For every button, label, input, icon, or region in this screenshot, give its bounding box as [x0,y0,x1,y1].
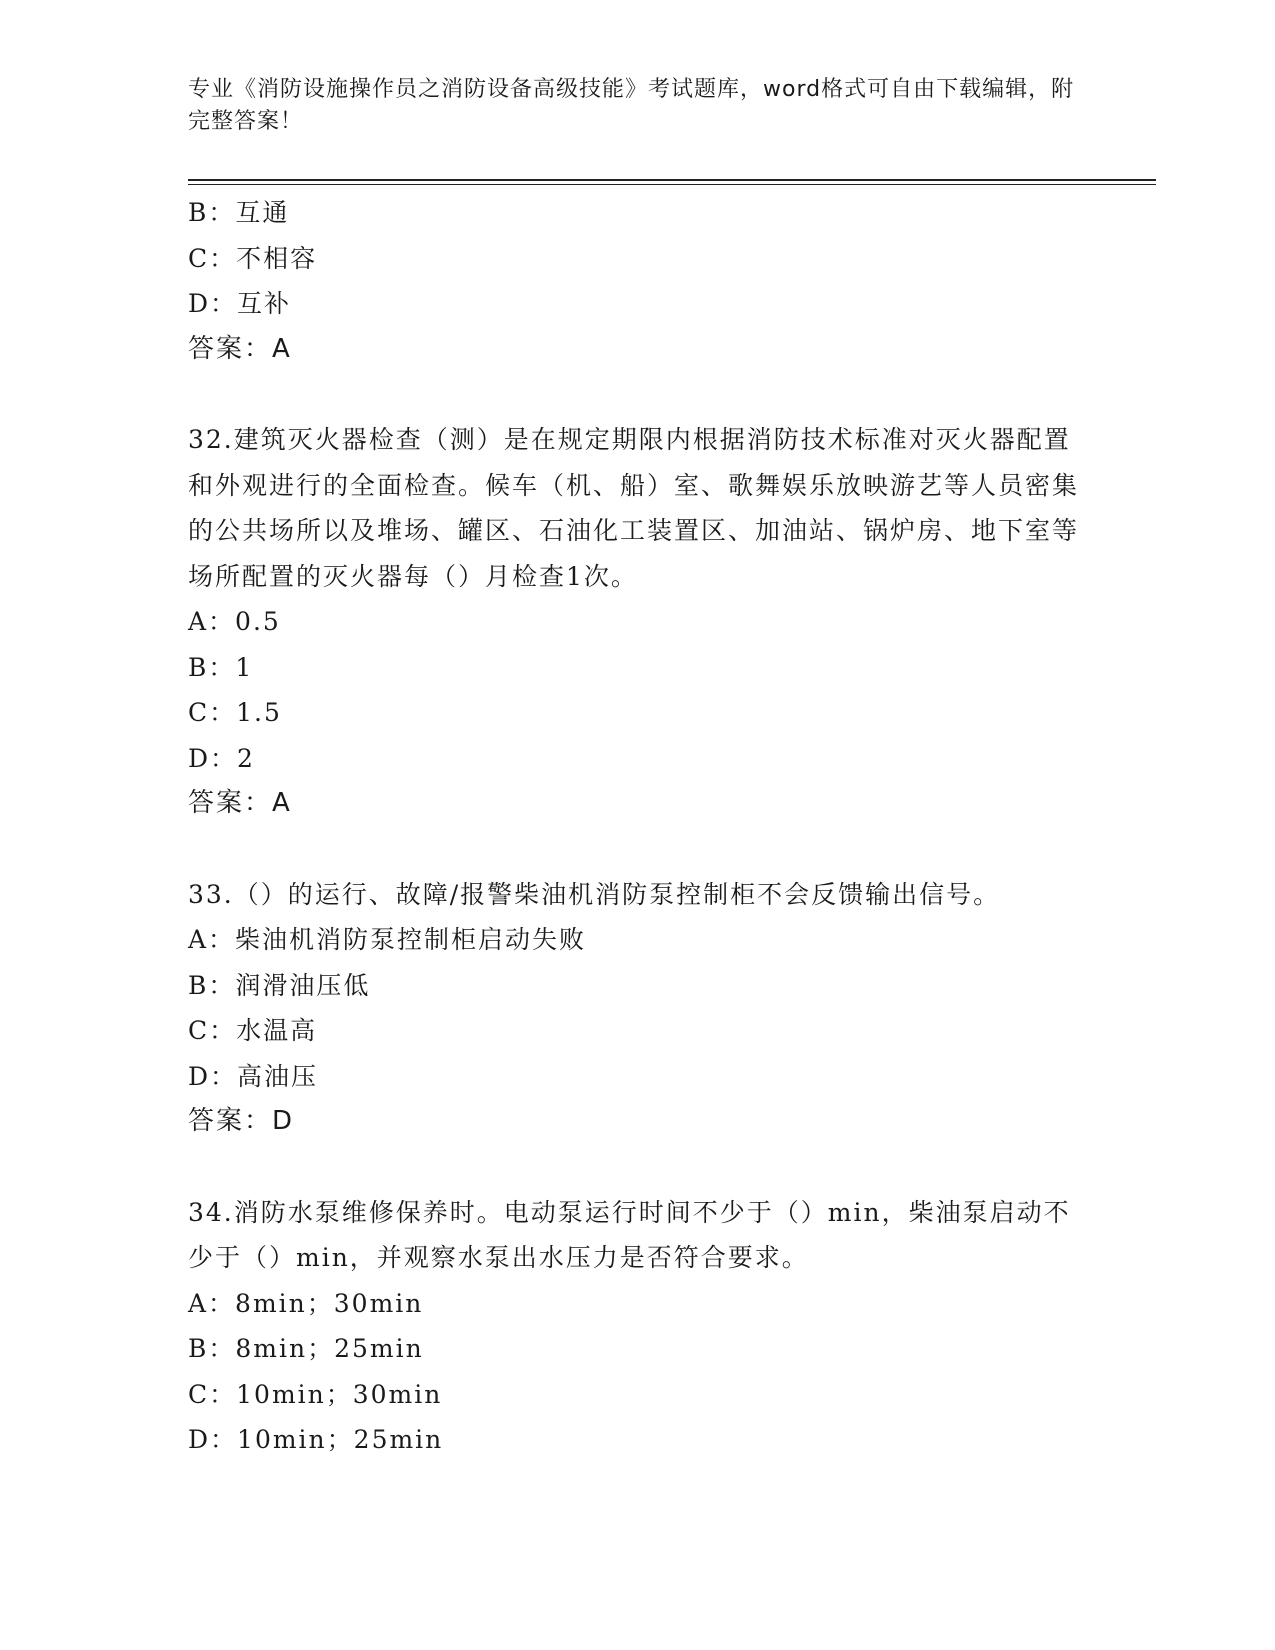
header-rule-thick [188,179,1156,181]
option-a: A：8min；30min [188,1288,424,1318]
option-d: D：10min；25min [188,1425,444,1454]
option-c: C：1.5 [188,698,282,727]
option-b: B：互通 [188,198,290,227]
prev-question-block [188,190,1088,372]
option-b: B：润滑油压低 [188,970,371,1000]
option-c: C：不相容 [188,243,318,273]
question-34-block [188,1190,1088,1463]
answer-line: 答案：A [188,333,292,364]
option-a: A：柴油机消防泵控制柜启动失败 [188,925,587,954]
question-33-block [188,872,1088,1145]
question-34-stem: 34.消防水泵维修保养时。电动泵运行时间不少于（）min，柴油泵启动不少于（）min，并观察水泵出水压力是否符合要求。 [188,1197,1071,1272]
question-content [188,190,1088,1463]
answer-line: 答案：A [188,788,292,818]
option-c: C：水温高 [188,1016,318,1045]
option-b: B：1 [188,652,254,682]
option-d: D：高油压 [188,1061,319,1091]
question-32-stem: 32.建筑灭火器检查（测）是在规定期限内根据消防技术标准对灭火器配置和外观进行的全面检查。候车（机、船）室、歌舞娱乐放映游艺等人员密集的公共场所以及堆场、罐区、石油化工装置区、加油站、锅炉房、地下室等场所配置的灭火器每（）月检查1次。 [188,425,1080,591]
question-33-stem: 33.（）的运行、故障/报警柴油机消防泵控制柜不会反馈输出信号。 [188,879,1001,909]
option-c: C：10min；30min [188,1379,443,1409]
document-header: 专业《消防设施操作员之消防设备高级技能》考试题库，word格式可自由下载编辑，附完整答案！ [188,77,1075,134]
option-d: D：2 [188,743,255,773]
question-32-block [188,417,1088,827]
option-d: D：互补 [188,289,292,318]
option-b: B：8min；25min [188,1334,424,1363]
option-a: A：0.5 [188,607,281,636]
header-rule-thin [188,184,1156,185]
answer-line: 答案：D [188,1106,295,1136]
